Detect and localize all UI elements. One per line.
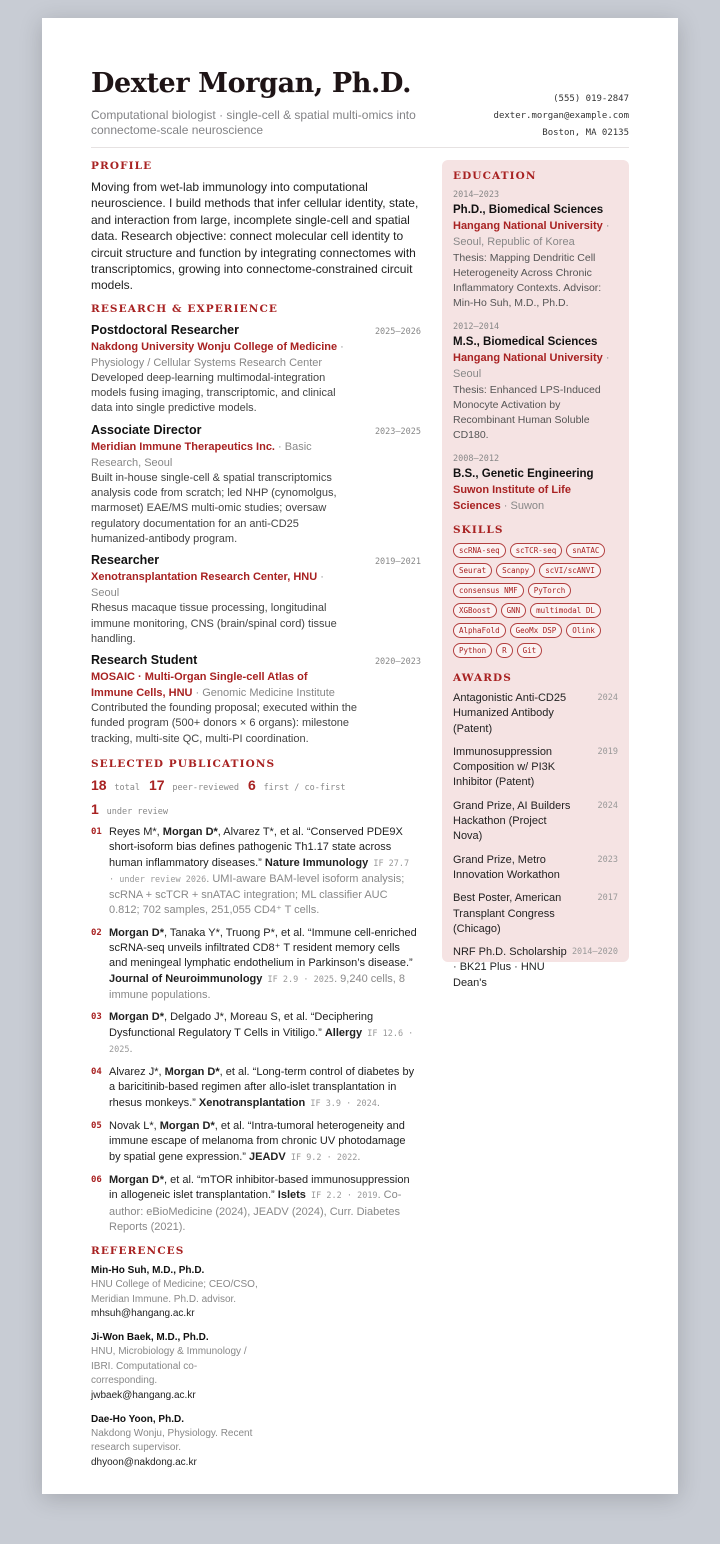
job-description: Rhesus macaque tissue processing, longitudinal immune monitoring, CNS (brain/spinal cord) tissue handling. [91,602,337,645]
job-title-row [91,422,421,439]
skill-tag: R [496,643,513,658]
job-org-name: Nakdong University Wonju College of Medicine [91,340,338,353]
award-year: 2019 [597,746,618,757]
reference-email[interactable]: jwbaek@hangang.ac.kr [91,1389,196,1401]
authors-before: Alvarez J*, [109,1066,165,1079]
stat-label: first / co-first [263,783,346,793]
publication-citation [109,1065,419,1112]
job-entry [91,422,421,547]
skill-tag: scRNA-seq [453,543,506,558]
school-name: Suwon Institute of Life Sciences [453,484,571,512]
publication-citation [109,1119,419,1166]
school-place: Seoul, Republic of Korea [453,236,575,248]
own-name: Morgan D* [109,1011,164,1024]
publication-item [91,926,421,1003]
skill-tag: Scanpy [496,563,535,578]
title-authors: , Tanaka Y*, Truong P*, et al. “Immune cell-enriched scRNA-seq unveils infiltrated CD8⁺ T resident memory cells and meningeal lymphatic endothelium in Parkinson’s disease.” [109,926,417,970]
email: dexter.morgan@example.com [493,111,629,121]
award-title: Grand Prize, Metro Innovation Workathon [453,853,560,881]
reference-item [91,1413,259,1470]
impact-factor: IF 12.6 · 2025 [109,1028,414,1055]
section-title-awards: AWARDS [453,672,512,684]
publication-item [91,825,421,919]
own-name: Morgan D* [109,926,164,939]
reference-name: Dae-Ho Yoon, Ph.D. [91,1413,184,1425]
skill-tag: multimodal DL [530,603,601,618]
reference-name: Min-Ho Suh, M.D., Ph.D. [91,1265,205,1277]
separator: · [337,340,344,353]
job-title: Associate Director [91,422,202,437]
job-unit: Physiology / Cellular Systems Research Center [91,356,323,369]
skill-tags [453,543,618,658]
job-title-row [91,552,421,569]
publication-stats [91,777,421,818]
skill-tag: GNN [501,603,527,618]
own-name: Morgan D* [109,1173,164,1186]
publication-citation [109,825,419,919]
job-unit: Seoul [91,587,120,600]
award-year: 2014–2020 [571,947,618,958]
job-description: Built in-house single-cell & spatial transcriptomics analysis code from scratch; led NHP (cynomolgus, marmoset) EAE/MS multi-omic studies; oversaw regulatory documentation for an anti-CD25 humanized-antibody program. [91,471,337,545]
job-dates: 2025–2026 [374,326,421,337]
thesis-detail: Thesis: Enhanced LPS-Induced Monocyte Activation by Recombinant Human Soluble CD180. [453,384,601,441]
title-authors: , Alvarez T*, et al. “Conserved PDE9X short-isoform bias defines pathogenic Th1.17 state across human inflammatory diseases.” [109,826,403,869]
award-title: NRF Ph.D. Scholarship · BK21 Plus · HNU Dean's [453,946,567,989]
school-name: Hangang National University [453,352,603,364]
reference-description: HNU College of Medicine; CEO/CSO, Meridian Immune. Ph.D. advisor. [91,1279,258,1305]
journal-name: JEADV [249,1150,286,1163]
skill-tag: Git [517,643,543,658]
own-name: Morgan D* [162,826,218,838]
reference-list [91,1264,421,1480]
job-unit: Basic Research, Seoul [91,440,312,469]
job-entry [91,552,421,647]
publication-note: . [129,1042,133,1055]
school-line [453,350,618,382]
resume-page [42,18,678,1494]
education-years: 2012–2014 [453,322,500,332]
award-year: 2024 [597,800,618,811]
school-place: Suwon [510,500,545,512]
authors-before: Novak L*, [109,1120,160,1133]
publication-number: 06 [91,1174,102,1185]
skill-tag: GeoMx DSP [510,623,563,638]
job-title: Researcher [91,553,160,568]
separator: · [192,687,203,700]
separator: · [602,220,610,232]
journal-name: Journal of Neuroimmunology [109,972,263,985]
candidate-name: Dexter Morgan, Ph.D. [91,68,412,99]
skill-tag: Python [453,643,492,658]
impact-factor: IF 9.2 · 2022 [285,1152,358,1163]
publication-number: 02 [91,927,102,938]
separator: · [317,571,324,584]
journal-name: Xenotransplantation [198,1096,306,1109]
thesis-detail: Thesis: Mapping Dendritic Cell Heterogeneity Across Chronic Inflammatory Contexts. Advisor: Min-Ho Suh, M.D., Ph.D. [453,252,602,309]
award-item [453,945,618,991]
stat-value: 1 [91,801,99,817]
journal-name: Nature Immunology [264,856,369,869]
award-title: Best Poster, American Transplant Congress (Chicago) [453,892,562,935]
job-title-row [91,322,421,339]
award-item [453,691,618,737]
job-list [91,322,421,747]
school-name: Hangang National University [453,220,603,232]
education-item [453,189,618,311]
stat-value: 17 [149,777,165,793]
separator: · [275,440,285,453]
job-description: Developed deep-learning multimodal-integration models fusing imaging, transcriptomic, and clinical data into single predictive models. [91,371,336,415]
reference-email[interactable]: mhsuh@hangang.ac.kr [91,1308,195,1320]
award-list [453,691,618,991]
stat-value: 18 [91,777,107,793]
section-title-publications: SELECTED PUBLICATIONS [91,758,276,770]
publication-number: 01 [91,827,102,837]
impact-factor: IF 3.9 · 2024 [305,1098,377,1109]
skill-tag: scVI/scANVI [539,563,601,578]
award-item [453,745,618,791]
award-item [453,799,618,845]
section-title-skills: SKILLS [453,524,504,536]
journal-name: Islets [277,1189,306,1202]
publication-citation [109,1010,419,1058]
job-org-name: MOSAIC · Multi-Organ Single-cell Atlas of Immune Cells, HNU [91,671,308,700]
job-dates: 2019–2021 [374,557,421,568]
section-title-research: RESEARCH & EXPERIENCE [91,302,279,315]
job-dates: 2020–2023 [374,657,421,668]
resume-header [91,68,629,148]
education-item [453,321,618,443]
award-year: 2024 [597,693,618,703]
stat-value: 6 [247,777,256,793]
publication-list [91,825,421,1235]
publication-item [91,1119,421,1166]
award-year: 2017 [597,893,618,904]
publication-number: 04 [91,1067,102,1078]
reference-description: Nakdong Wonju, Physiology. Recent research supervisor. [91,1427,253,1454]
award-item [453,891,618,937]
publication-note: . UMI-aware BAM-level isoform analysis; scRNA + scTCR + snATAC integration; ML classifier AUC 0.812; 702 samples, 251,055 CD4⁺ T cells. [109,872,405,917]
impact-factor: IF 2.2 · 2019 [305,1191,378,1202]
award-title: Immunosuppression Composition w/ PI3K Inhibitor (Patent) [453,745,556,789]
journal-name: Allergy [324,1026,363,1039]
award-item [453,853,618,884]
reference-item [91,1264,259,1321]
stat-label: total [114,783,140,793]
title-authors: , Delgado J*, Moreau S, et al. “Deciphering Dysfunctional Regulatory T Cells in Vitiligo.” [109,1011,374,1039]
school-line [453,482,618,514]
education-years: 2008–2012 [453,454,500,464]
sidebar [442,160,629,989]
job-title-row [91,652,421,669]
job-organization [91,439,351,471]
job-unit: Genomic Medicine Institute [202,687,335,700]
publication-item [91,1173,421,1235]
degree: M.S., Biomedical Sciences [453,336,598,348]
publication-citation [109,926,419,1003]
reference-description: HNU, Microbiology & Immunology / IBRI. Computational co-corresponding. [91,1346,247,1387]
stat-label: under review [106,807,169,817]
separator: · [500,500,511,512]
impact-factor: IF 2.9 · 2025 [262,974,335,985]
reference-email[interactable]: dhyoon@nakdong.ac.kr [91,1456,197,1468]
skill-tag: snATAC [566,543,605,558]
section-title-profile: PROFILE [91,160,153,172]
job-description: Contributed the founding proposal; executed within the funded program (500+ donors × 6 organs): milestone tracking, multi-site QC, multi-PI coordination. [91,702,358,745]
job-org-name: Xenotransplantation Research Center, HNU [91,571,318,584]
contact-block [494,91,629,142]
education-item [453,453,618,514]
separator: · [602,352,610,364]
skill-tag: scTCR-seq [510,543,563,558]
main-column [91,160,421,1480]
skill-tag: PyTorch [528,583,572,598]
own-name: Morgan D* [164,1066,220,1079]
job-organization [91,339,351,371]
tagline: Computational biologist · single-cell & spatial multi-omics into connectome-scale neuroscience [91,108,416,137]
skill-tag: AlphaFold [453,623,506,638]
job-entry [91,322,421,417]
job-organization [91,569,351,601]
skill-tag: consensus NMF [453,583,524,598]
job-org-name: Meridian Immune Therapeutics Inc. [91,440,275,453]
stat-row [91,801,421,818]
publication-item [91,1065,421,1112]
publication-note: . [357,1150,361,1163]
impact-factor: IF 27.7 · under review 2026 [109,858,410,885]
school-place: Seoul [453,368,482,380]
profile-text: Moving from wet-lab immunology into computational neuroscience. I build methods that infer cellular identity, state, and interaction from large, incomplete single-cell and spatial data. Research objective: connect molecular cell identity to circuit structure and function by integrating connectomes with transcriptomics, growing into connectome-constrained circuit models. [91,180,419,293]
publication-note: . 9,240 cells, 8 immune populations. [109,972,405,1001]
section-title-education: EDUCATION [453,170,537,182]
publication-number: 05 [91,1121,102,1132]
degree: Ph.D., Biomedical Sciences [453,204,604,216]
job-dates: 2023–2025 [374,426,421,437]
location: Boston, MA 02135 [542,128,629,138]
education-list [453,189,618,514]
job-entry [91,652,421,747]
award-title: Antagonistic Anti-CD25 Humanized Antibody (Patent) [453,692,567,735]
publication-number: 03 [91,1012,102,1023]
phone: (555) 019-2847 [553,94,629,104]
publication-citation [109,1173,419,1235]
skill-tag: Olink [566,623,601,638]
title-authors: , et al. “Intra-tumoral heterogeneity and immune escape of melanoma from chronic UV photodamage by spatial gene expression.” [109,1120,406,1163]
stat-row [91,777,421,794]
job-title: Postdoctoral Researcher [91,322,239,337]
award-year: 2023 [597,854,618,865]
job-title: Research Student [91,653,198,668]
stat-label: peer-reviewed [172,783,239,793]
publication-note: . [376,1096,380,1109]
degree: B.S., Genetic Engineering [453,468,594,480]
publication-note: . Co-author: eBioMedicine (2024), JEADV (2024), Curr. Diabetes Reports (2021). [109,1189,402,1233]
own-name: Morgan D* [159,1120,215,1133]
reference-name: Ji-Won Baek, M.D., Ph.D. [91,1332,209,1344]
education-years: 2014–2023 [453,190,500,200]
publication-item [91,1010,421,1058]
reference-item [91,1331,259,1403]
award-title: Grand Prize, AI Builders Hackathon (Project Nova) [453,799,571,843]
skill-tag: XGBoost [453,603,497,618]
section-title-references: REFERENCES [91,1245,185,1258]
title-authors: , et al. “mTOR inhibitor-based immunosuppression in allogeneic islet transplantation.” [109,1173,410,1202]
title-authors: , et al. “Long-term control of diabetes by a baricitinib-based regimen after allo-islet transplantation in rhesus monkeys.” [109,1066,415,1109]
job-organization [91,669,351,701]
school-line [453,218,618,250]
skill-tag: Seurat [453,563,492,578]
authors-before: Reyes M*, [109,826,163,838]
